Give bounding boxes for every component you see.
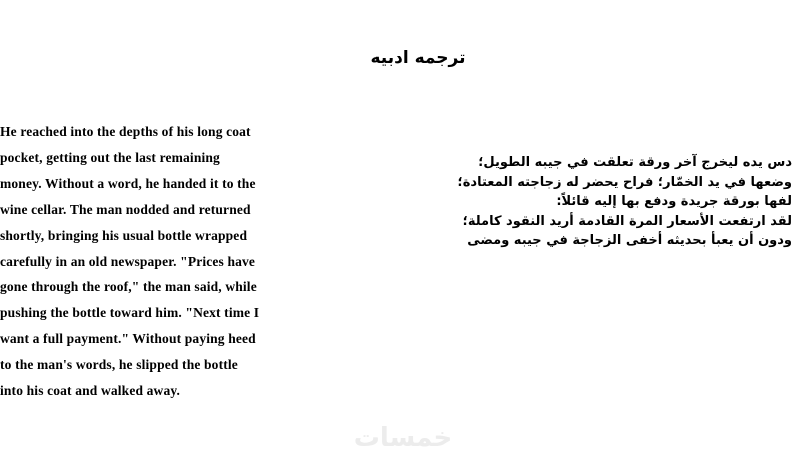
english-text-line: pushing the bottle toward him. "Next time I xyxy=(0,305,260,321)
page-title: ترجمه ادبيه xyxy=(370,48,466,68)
english-translation-text xyxy=(0,119,282,404)
english-text-line: wine cellar. The man nodded and returned xyxy=(0,201,251,217)
arabic-text-line: وضعها في يد الخمّار؛ فراح يحضر له زجاجته المعتادة؛ xyxy=(457,174,792,190)
arabic-text-line: دس يده ليخرج آخر ورقة تعلقت في جيبه الطويل؛ xyxy=(478,155,792,170)
english-text-line: want a full payment." Without paying heed xyxy=(0,331,256,347)
arabic-original-text xyxy=(457,153,792,251)
english-text-line: shortly, bringing his usual bottle wrapped xyxy=(0,227,248,243)
english-text-line: money. Without a word, he handed it to the xyxy=(0,175,256,191)
english-text-line: He reached into the depths of his long coat xyxy=(0,124,251,139)
watermark-logo: خمسات xyxy=(353,423,453,453)
english-text-line: into his coat and walked away. xyxy=(0,383,181,399)
arabic-text-line: لقد ارتفعت الأسعار المرة القادمة أريد النقود كاملة؛ xyxy=(462,213,792,229)
arabic-text-line: لفها بورقة جريدة ودفع بها إليه قائلاً: xyxy=(556,194,792,210)
english-text-line: carefully in an old newspaper. "Prices have xyxy=(0,253,256,269)
english-text-line: gone through the roof," the man said, while xyxy=(0,279,257,295)
arabic-text-line: ودون أن يعبأ بحديثه أخفى الزجاجة في جيبه ومضى xyxy=(467,233,792,249)
english-text-line: pocket, getting out the last remaining xyxy=(0,149,220,165)
english-text-line: to the man's words, he slipped the bottle xyxy=(0,357,238,373)
